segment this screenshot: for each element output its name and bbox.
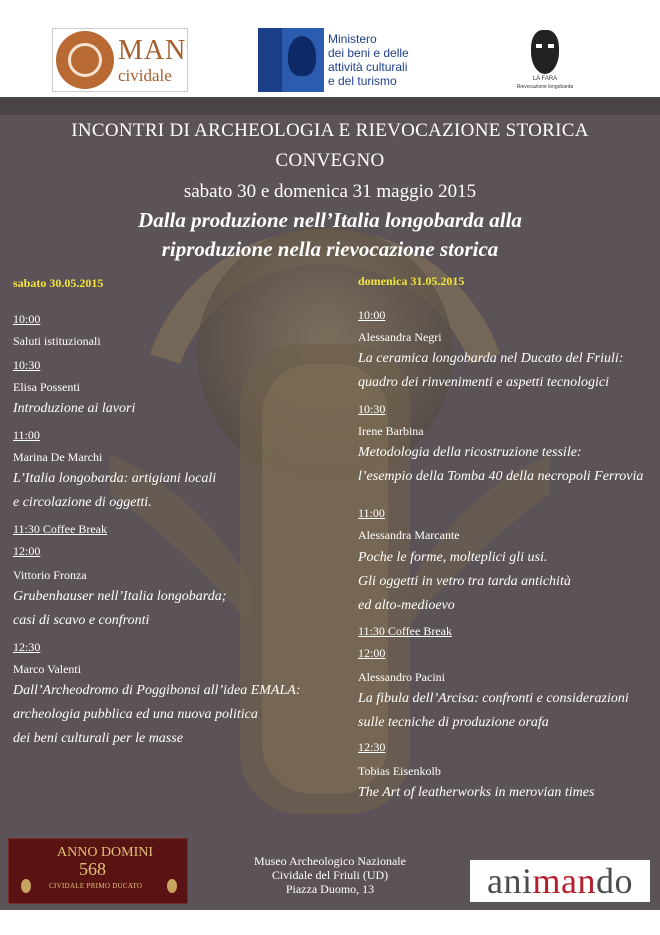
day1-speaker: Vittorio Fronza xyxy=(13,568,87,582)
day1-time-1200: 12:00 xyxy=(13,544,41,558)
logo-bar xyxy=(0,24,660,97)
day2-speaker: Irene Barbina xyxy=(358,424,424,438)
day1-time-1100: 11:00 xyxy=(13,428,40,442)
series-title: INCONTRI DI ARCHEOLOGIA E RIEVOCAZIONE STORICA xyxy=(71,120,589,141)
animando-part: do xyxy=(595,861,633,901)
anno-domini-subtext: CIVIDALE PRIMO DUCATO xyxy=(49,882,143,890)
day1-coffee-break: 11:30 Coffee Break xyxy=(13,522,107,536)
day2-talk: ed alto-medioevo xyxy=(358,598,455,613)
day1-time-1030: 10:30 xyxy=(13,358,41,372)
day2-speaker: Alessandra Negri xyxy=(358,330,442,344)
separator-bar xyxy=(0,97,660,115)
animando-part: ani xyxy=(487,861,533,901)
mibact-line: attività culturali xyxy=(328,60,408,74)
man-emblem-icon xyxy=(56,31,114,89)
mibact-line: dei beni e delle xyxy=(328,46,409,60)
day1-time-1230: 12:30 xyxy=(13,640,41,654)
day2-talk: Gli oggetti in vetro tra tarda antichità xyxy=(358,574,571,589)
day1-talk: casi di scavo e confronti xyxy=(13,613,150,628)
conference-title-line2: riproduzione nella rievocazione storica xyxy=(161,237,499,261)
animando-part-red: man xyxy=(532,861,596,901)
anno-domini-year: 568 xyxy=(79,859,106,879)
mibact-head-icon xyxy=(282,28,324,92)
man-cividale-logo xyxy=(52,28,188,92)
day1-speaker: Saluti istituzionali xyxy=(13,334,101,348)
la-fara-logo xyxy=(511,26,579,94)
man-logo-text: MAN xyxy=(118,34,187,66)
day2-talk: Metodologia della ricostruzione tessile: xyxy=(358,445,582,460)
day2-talk: quadro dei rinvenimenti e aspetti tecnologici xyxy=(358,375,610,390)
day2-coffee-break: 11:30 Coffee Break xyxy=(358,624,452,638)
day2-time-1230: 12:30 xyxy=(358,740,386,754)
day1-talk: dei beni culturali per le masse xyxy=(13,731,183,746)
day1-talk: Introduzione ai lavori xyxy=(13,401,136,416)
museum-name: Museo Archeologico Nazionale xyxy=(254,854,406,868)
day2-label: domenica 31.05.2015 xyxy=(358,274,465,288)
anno-domini-logo xyxy=(8,838,188,904)
mibact-line: Ministero xyxy=(328,32,377,46)
day1-speaker: Marina De Marchi xyxy=(13,450,103,464)
event-type: CONVEGNO xyxy=(275,150,385,171)
day2-talk: Poche le forme, molteplici gli usi. xyxy=(358,550,548,565)
day1-talk: e circolazione di oggetti. xyxy=(13,495,152,510)
day2-talk: La ceramica longobarda nel Ducato del Friuli: xyxy=(358,351,624,366)
museum-city: Cividale del Friuli (UD) xyxy=(271,868,389,882)
day2-time-1100: 11:00 xyxy=(358,506,385,520)
footer xyxy=(0,834,660,910)
day2-talk: l’esempio della Tomba 40 della necropoli Ferrovia xyxy=(358,469,644,484)
day1-speaker: Elisa Possenti xyxy=(13,380,81,394)
day2-time-1030: 10:30 xyxy=(358,402,386,416)
crest-icon xyxy=(21,879,31,893)
day2-talk: sulle tecniche di produzione orafa xyxy=(358,715,549,730)
animando-logo xyxy=(470,860,650,902)
day2-talk: The Art of leatherworks in merovian times xyxy=(358,785,595,800)
day2-speaker: Tobias Eisenkolb xyxy=(358,764,441,778)
day1-speaker: Marco Valenti xyxy=(13,662,82,676)
mibact-logo xyxy=(246,28,422,92)
poster xyxy=(0,24,660,910)
fara-logo-text: LA FARA xyxy=(532,76,558,82)
day1-talk: L’Italia longobarda: artigiani locali xyxy=(13,471,217,486)
crest-icon xyxy=(167,879,177,893)
museum-address: Piazza Duomo, 13 xyxy=(285,882,375,896)
event-dates: sabato 30 e domenica 31 maggio 2015 xyxy=(183,181,477,202)
fara-logo-subtext: Rievocazione longobarda xyxy=(516,84,574,90)
day2-time-1000: 10:00 xyxy=(358,308,386,322)
day2-time-1200: 12:00 xyxy=(358,646,386,660)
mibact-line: e del turismo xyxy=(328,74,397,88)
man-logo-subtext: cividale xyxy=(118,65,172,85)
anno-domini-text: ANNO DOMINI xyxy=(57,845,154,860)
day1-talk: Grubenhauser nell’Italia longobarda; xyxy=(13,589,227,604)
day1-talk: archeologia pubblica ed una nuova politica xyxy=(13,707,258,722)
day1-time-1000: 10:00 xyxy=(13,312,41,326)
day1-talk: Dall’Archeodromo di Poggibonsi all’idea EMALA: xyxy=(13,683,301,698)
day1-label: sabato 30.05.2015 xyxy=(13,276,104,290)
day2-speaker: Alessandra Marcante xyxy=(358,528,460,542)
conference-title-line1: Dalla produzione nell’Italia longobarda alla xyxy=(138,208,522,232)
mask-icon xyxy=(531,30,559,74)
mibact-side-text: MiBACT xyxy=(246,35,261,86)
day2-talk: La fibula dell’Arcisa: confronti e considerazioni xyxy=(358,691,629,706)
day2-speaker: Alessandro Pacini xyxy=(358,670,445,684)
